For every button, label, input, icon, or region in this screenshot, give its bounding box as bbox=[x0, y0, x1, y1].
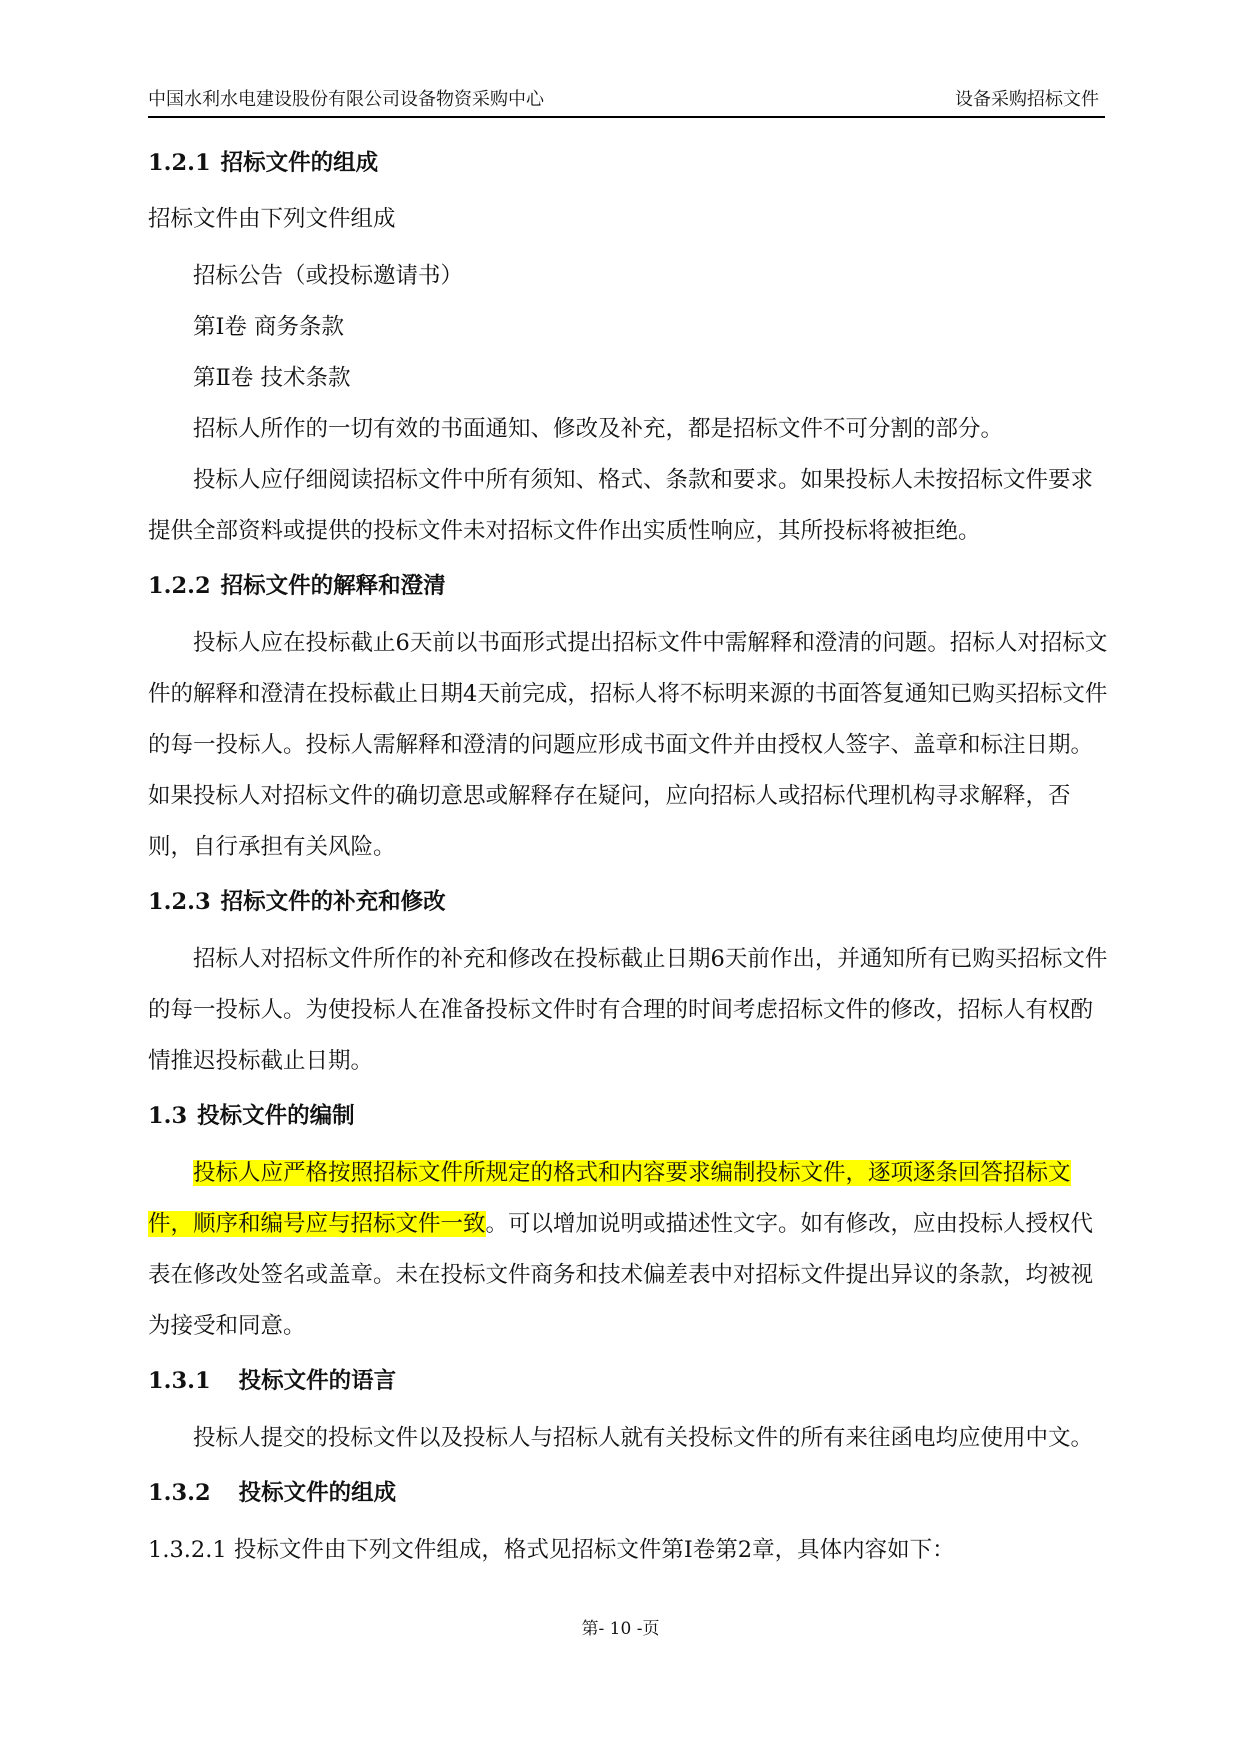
section-title: 投标文件的语言 bbox=[238, 1368, 397, 1394]
paragraph: 招标人对招标文件所作的补充和修改在投标截止日期6天前作出，并通知所有已购买招标文件的每一投标人。为使投标人在准备投标文件时有合理的时间考虑招标文件的修改，招标人有权酌情推迟投标截止日期。 bbox=[148, 946, 1108, 1074]
paragraph: 投标人应仔细阅读招标文件中所有须知、格式、条款和要求。如果投标人未按招标文件要求提供全部资料或提供的投标文件未对招标文件作出实质性响应，其所投标将被拒绝。 bbox=[148, 467, 1094, 544]
section-number: 1.3.1 bbox=[148, 1368, 211, 1394]
section-number: 1.2.2 bbox=[148, 573, 211, 599]
page-header bbox=[148, 86, 1105, 118]
paragraph bbox=[148, 1148, 1108, 1352]
header-organization: 中国水利水电建设股份有限公司设备物资采购中心 bbox=[148, 89, 544, 110]
section-title: 投标文件的组成 bbox=[238, 1480, 397, 1506]
paragraph: 投标人提交的投标文件以及投标人与招标人就有关投标文件的所有来往函电均应使用中文。 bbox=[193, 1425, 1094, 1451]
highlighted-text: 投标人应严格按照招标文件所规定的格式和内容要求编制投标文件，逐项逐条回答招标文件，顺序和编号应与招标文件一致 bbox=[148, 1160, 1071, 1237]
list-item: 招标公告（或投标邀请书） bbox=[193, 263, 464, 289]
paragraph: 1.3.2.1 投标文件由下列文件组成，格式见招标文件第Ⅰ卷第2章，具体内容如下： bbox=[148, 1537, 955, 1563]
page-number: 第- 10 -页 bbox=[581, 1619, 660, 1639]
document-body bbox=[148, 143, 1108, 1576]
paragraph: 投标人应在投标截止6天前以书面形式提出招标文件中需解释和澄清的问题。招标人对招标文件的解释和澄清在投标截止日期4天前完成，招标人将不标明来源的书面答复通知已购买招标文件的每一投标人。投标人需解释和澄清的问题应形成书面文件并由授权人签字、盖章和标注日期。如果投标人对招标文件的确切意思或解释存在疑问，应向招标人或招标代理机构寻求解释，否则，自行承担有关风险。 bbox=[148, 630, 1108, 860]
paragraph-intro: 招标文件由下列文件组成 bbox=[148, 206, 396, 232]
section-number: 1.3 bbox=[148, 1103, 188, 1129]
section-title: 招标文件的补充和修改 bbox=[220, 889, 446, 915]
section-title: 投标文件的编制 bbox=[197, 1103, 355, 1129]
section-heading-1-3 bbox=[148, 1096, 1108, 1148]
paragraph-text: 。可以增加说明或描述性文字。如有修改，应由投标人授权代表在修改处签名或盖章。未在投标文件商务和技术偏差表中对招标文件提出异议的条款，均被视为接受和同意。 bbox=[148, 1211, 1094, 1339]
section-number: 1.2.1 bbox=[148, 150, 211, 176]
section-heading-1-2-3 bbox=[148, 882, 1108, 934]
section-heading-1-2-1 bbox=[148, 143, 1108, 195]
section-title: 招标文件的组成 bbox=[220, 150, 379, 176]
section-heading-1-2-2 bbox=[148, 566, 1108, 618]
list-item: 第Ⅰ卷 商务条款 bbox=[193, 314, 345, 340]
section-title: 招标文件的解释和澄清 bbox=[220, 573, 446, 599]
section-number: 1.3.2 bbox=[148, 1480, 211, 1506]
header-document-title: 设备采购招标文件 bbox=[955, 89, 1099, 110]
list-item: 第Ⅱ卷 技术条款 bbox=[193, 365, 351, 391]
section-heading-1-3-2 bbox=[148, 1473, 1108, 1525]
section-number: 1.2.3 bbox=[148, 889, 211, 915]
section-heading-1-3-1 bbox=[148, 1361, 1108, 1413]
paragraph: 招标人所作的一切有效的书面通知、修改及补充，都是招标文件不可分割的部分。 bbox=[193, 416, 1004, 442]
